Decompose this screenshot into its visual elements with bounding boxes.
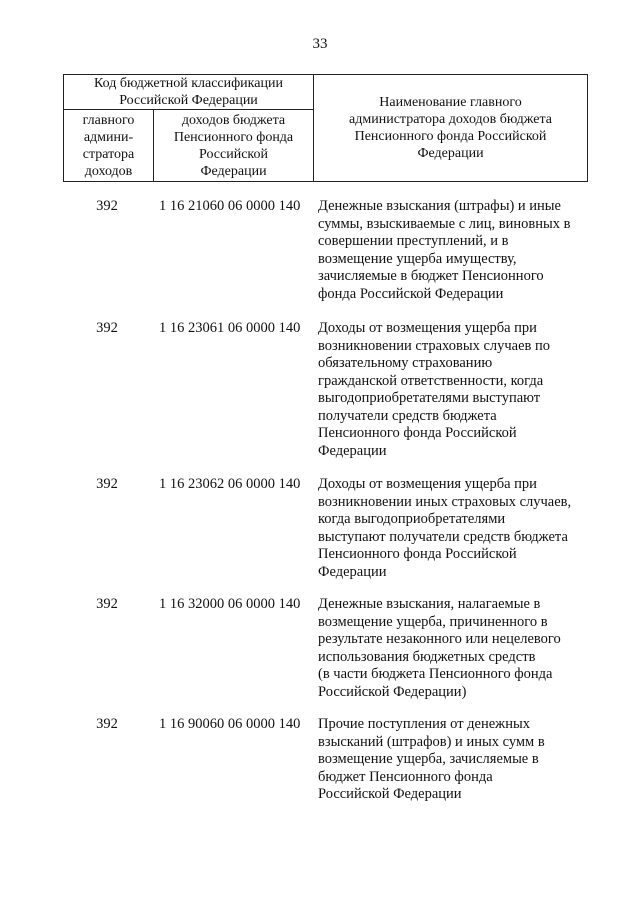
main-administrator-header: главного админи-стратора доходов	[64, 110, 154, 182]
budget-code: 1 16 90060 06 0000 140	[159, 716, 301, 732]
admin-code: 392	[96, 716, 118, 732]
page-number: 33	[312, 36, 328, 52]
admin-code: 392	[96, 320, 118, 336]
budget-classification-header: Код бюджетной классификации Российской Федерации	[64, 75, 314, 110]
revenue-name: Прочие поступления от денежных взысканий (штрафов) и иных сумм в возмещение ущерба, зачисляемые в бюджет Пенсионного фонда Российской Федерации	[318, 716, 545, 802]
budget-code: 1 16 32000 06 0000 140	[159, 596, 301, 612]
budget-code: 1 16 23062 06 0000 140	[159, 476, 301, 492]
header-table	[63, 74, 588, 182]
admin-code: 392	[96, 198, 118, 214]
budget-code: 1 16 21060 06 0000 140	[159, 198, 301, 214]
admin-code: 392	[96, 476, 118, 492]
admin-code: 392	[96, 596, 118, 612]
budget-revenue-header: доходов бюджета Пенсионного фонда Российской Федерации	[154, 110, 314, 182]
administrator-name-header: Наименование главного администратора доходов бюджета Пенсионного фонда Российской Федерации	[314, 75, 588, 182]
budget-code: 1 16 23061 06 0000 140	[159, 320, 301, 336]
revenue-name: Денежные взыскания, налагаемые в возмещение ущерба, причиненного в результате незаконного или нецелевого использования бюджетных средств (в части бюджета Пенсионного фонда Российской Федерации)	[318, 596, 561, 700]
revenue-name: Доходы от возмещения ущерба при возникновении иных страховых случаев, когда выгодоприобретателями выступают получатели средств бюджета Пенсионного фонда Российской Федерации	[318, 476, 572, 580]
revenue-name: Доходы от возмещения ущерба при возникновении страховых случаев по обязательному страхованию гражданской ответственности, когда выгодоприобретателями выступают получатели средств бюджета Пенсионного фонда Российской Федерации	[318, 320, 551, 459]
revenue-name: Денежные взыскания (штрафы) и иные суммы, взыскиваемые с лиц, виновных в совершении преступлений, и в возмещение ущерба имуществу, зачисляемые в бюджет Пенсионного фонда Российской Федерации	[318, 198, 571, 302]
